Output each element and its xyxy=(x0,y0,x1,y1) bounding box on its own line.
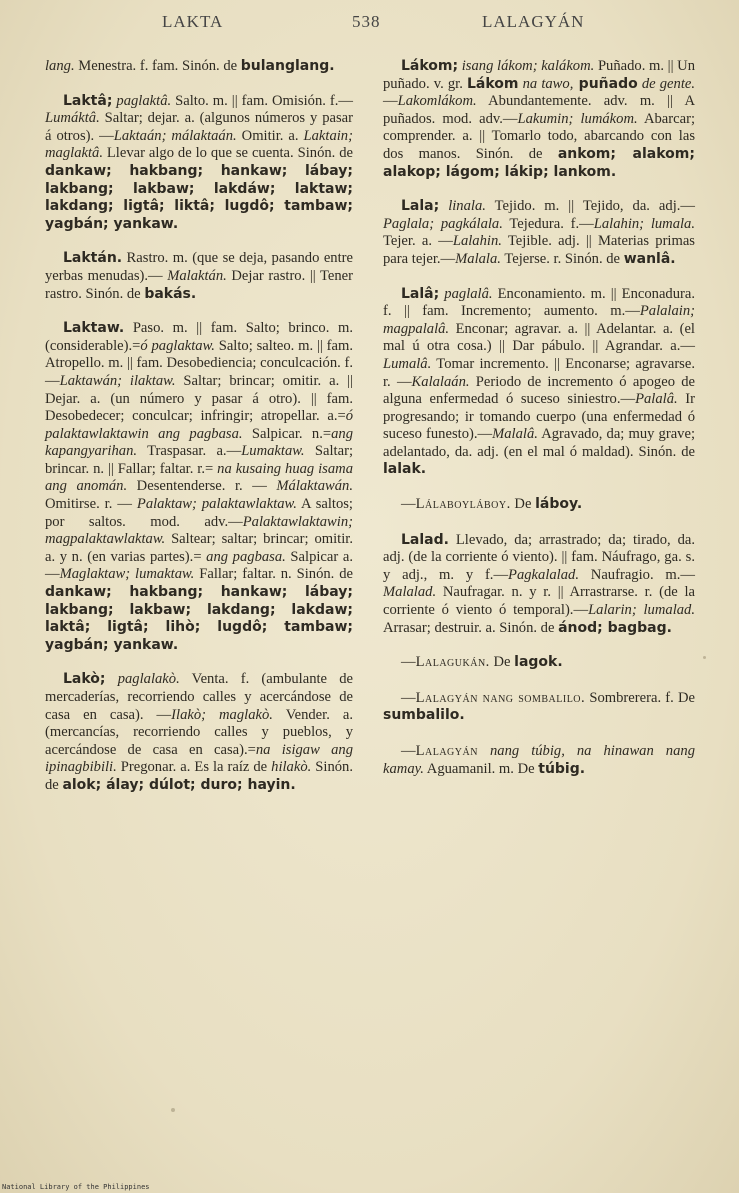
definition-text: A saltos; por saltos. mod. adv.— xyxy=(45,496,353,530)
italic-text: na kusaing huag isama ang anomán. xyxy=(45,460,353,495)
sub-headword: Lálaboyláboy. xyxy=(415,496,511,513)
xref-lalagyan-tubig xyxy=(383,743,695,778)
italic-text: Lakomlákom. xyxy=(397,93,477,110)
definition-text: Naufragio. m.— xyxy=(578,566,695,583)
xref-lalaboylaboy xyxy=(383,496,695,514)
synonym-list: bulanglang. xyxy=(240,58,335,74)
right-column xyxy=(383,58,695,796)
headword: Laktán. xyxy=(63,250,123,267)
entry-lala-acute xyxy=(383,286,695,480)
definition-text: Menestra. f. fam. Sinón. de xyxy=(74,58,241,74)
definition-text: Tejible. adj. || Materias primas para tejer.— xyxy=(383,233,695,267)
headword: Laktaw. xyxy=(63,320,125,337)
definition-text: Saltear; saltar; brincar; omitir. a. y n. (en varias partes).= xyxy=(45,531,353,565)
synonym-list: ankom; alakom; alakop; lágom; lákip; lankom. xyxy=(383,145,695,180)
definition-text: Saltar; dejar. a. (algunos números y pasar á otros). — xyxy=(45,110,353,144)
bold-example: Lákom xyxy=(466,75,519,92)
italic-text: Malala. xyxy=(455,250,501,267)
italic-text: Lalahin. xyxy=(452,233,502,250)
definition-text: Desentenderse. r. — xyxy=(127,478,277,495)
sub-headword: Lalagukán. xyxy=(415,654,490,671)
dash: — xyxy=(401,689,416,706)
cross-reference: lagok. xyxy=(514,654,563,671)
definition-text: Traspasar. a.— xyxy=(137,443,242,460)
definition-text: Enconar; agravar. a. || Adelantar. a. (el mal ú otra cosa.) || Dar pábulo. || Agrandar. a.— xyxy=(383,320,695,355)
dash: — xyxy=(401,654,416,671)
definition-text: Enconamiento. m. || Enconadura. f. || fam. Incremento; aumento. m.— xyxy=(383,285,696,320)
italic-text: lang. xyxy=(45,58,75,74)
definition-text: Omitir. a. xyxy=(236,127,304,144)
definition-text: — xyxy=(383,93,398,110)
italic-text: Malalad. xyxy=(383,584,437,601)
italic-text: Malalâ. xyxy=(492,426,538,443)
italic-text: linala. xyxy=(439,198,486,215)
italic-text: Malaktán. xyxy=(167,267,227,284)
xref-lalagyan-sombalilo xyxy=(383,690,695,725)
italic-text: Lumalâ. xyxy=(383,355,432,372)
definition-text: Dejar rastro. || Tener rastro. Sinón. de xyxy=(45,267,353,302)
italic-text: Maglaktaw; lumaktaw. xyxy=(59,566,195,583)
definition-text: Naufragar. n. y r. || Arrastrarse. r. (de la corriente ó viento ó temporal).— xyxy=(383,584,695,619)
italic-text: ó paglaktaw. xyxy=(140,337,215,354)
definition-text: Pregonar. a. Es la raíz de xyxy=(116,759,272,776)
italic-text: Ilakò; maglakò. xyxy=(171,706,273,723)
definition-text: Agravado, da; muy grave; adelantado, da. adj. (en el mal ó maldad). Sinón. de xyxy=(383,426,695,460)
italic-text: ang kapangyarihan. xyxy=(45,425,353,460)
italic-text: paglaktâ. xyxy=(112,92,172,109)
definition-text: Abundantemente. adv. m. || A puñados. mod. adv.— xyxy=(383,93,695,127)
definition-text: Tejer. a. — xyxy=(383,233,453,250)
definition-text: Llevado, da; arrastrado; da; tirado, da. adj. (de la corriente ó viento). || fam. Náufrago, ga. s. y adj., m. y f.— xyxy=(383,531,695,583)
italic-text: Lumáktâ. xyxy=(45,110,100,127)
italic-text: Palalain; magpalalâ. xyxy=(383,303,695,337)
library-watermark: National Library of the Philippines xyxy=(2,1183,150,1191)
definition-text: De xyxy=(510,496,536,513)
italic-text: Pagkalalad. xyxy=(508,566,579,583)
italic-text: paglalâ. xyxy=(439,285,493,302)
headword: Lalâ; xyxy=(401,285,440,302)
headword: Laktâ; xyxy=(63,92,113,109)
italic-text: Lalarin; lumalad. xyxy=(588,602,695,619)
italic-text: Paglala; pagkálala. xyxy=(383,215,503,232)
italic-text: paglalakò. xyxy=(105,671,180,688)
definition-text: Sinón. de xyxy=(45,759,354,793)
paper-speck xyxy=(703,656,706,659)
entry-lakom xyxy=(383,58,695,181)
running-header-left: LAKTA xyxy=(162,12,224,31)
italic-text: Laktain; maglaktâ. xyxy=(45,127,353,162)
italic-text: nang túbig, na hinawan nang kamay. xyxy=(383,743,695,777)
definition-text: Saltar; brincar; omitir. a. || Dejar. a. (un número y pasar á otro). || fam. Desobedecer; conculcar; infringir; atropellar. a.= xyxy=(45,372,353,425)
dash: — xyxy=(401,743,416,759)
definition-text: Periodo de incremento ó apogeo de alguna enfermedad ó suceso siniestro.— xyxy=(383,373,696,408)
italic-text: de gente. xyxy=(637,75,695,92)
definition-text: Salto; salteo. m. || fam. Atropello. m. || fam. Desobediencia; conculcación. f.— xyxy=(45,337,353,389)
definition-text: Omitirse. r. — xyxy=(45,496,137,513)
italic-text: Laktawán; ilaktaw. xyxy=(59,372,176,389)
headword: Lala; xyxy=(401,198,440,215)
italic-text: Laktaán; málaktaán. xyxy=(113,127,237,144)
running-header-right: LALAGYÁN xyxy=(482,12,585,31)
definition-text: De xyxy=(489,654,515,671)
italic-text: Palalâ. xyxy=(635,391,678,408)
italic-text: ang pagbasa. xyxy=(206,548,286,565)
italic-text: na isigaw ang ipinagbibili. xyxy=(45,741,353,776)
italic-text: Málaktawán. xyxy=(276,478,353,495)
entry-laktan xyxy=(45,250,353,303)
synonym-list: bakás. xyxy=(144,285,197,302)
cross-reference: sumbalilo. xyxy=(383,707,465,724)
italic-text: Palaktawlaktawin; magpalaktawlaktaw. xyxy=(45,513,353,548)
sub-headword: Lalagyán nang sombalilo. xyxy=(415,689,586,706)
italic-text: Lumaktaw. xyxy=(241,443,305,460)
headword: Lakò; xyxy=(63,671,106,688)
definition-text: Aguamanil. m. De xyxy=(423,760,539,777)
definition-text: Tejerse. r. Sinón. de xyxy=(500,250,624,267)
sub-headword: Lalagyán xyxy=(415,743,478,759)
page-number: 538 xyxy=(352,12,381,31)
definition-text: Abarcar; comprender. a. || Tomarlo todo, abarcando con las dos manos. Sinón. de xyxy=(383,110,695,162)
xref-lalagukan xyxy=(383,654,695,672)
definition-text: Rastro. m. (que se deja, pasando entre yerbas menudas).— xyxy=(45,250,353,284)
entry-lalad xyxy=(383,532,695,638)
definition-text: Venta. f. (ambulante de mercaderías, recorriendo calles y acercándose de casa en casa). — xyxy=(45,671,353,723)
definition-text: Paso. m. || fam. Salto; brinco. m. (considerable).= xyxy=(45,320,353,354)
definition-text: Vender. a. (mercancías, recorriendo calles y pueblos, y acercándose de casa en casa).= xyxy=(45,706,354,758)
italic-text: Lalahin; lumala. xyxy=(593,215,696,232)
paper-speck xyxy=(171,1108,175,1112)
definition-text: Salto. m. || fam. Omisión. f.— xyxy=(171,92,353,109)
cross-reference: túbig. xyxy=(538,760,586,777)
entry-lala xyxy=(383,198,695,268)
italic-text: na tawo, xyxy=(518,75,574,92)
headword: Lákom; xyxy=(401,58,459,74)
synonym-list: wanlâ. xyxy=(623,250,676,267)
definition-text: Tejedura. f.— xyxy=(502,215,594,232)
italic-text: Palaktaw; palaktawlaktaw. xyxy=(136,496,297,513)
entry-bulanglang-continuation xyxy=(45,58,353,76)
synonym-list: ánod; bagbag. xyxy=(558,619,672,636)
synonym-list: dankaw; hakbang; hankaw; lábay; lakbang; lakbaw; lakdang; lakdaw; laktâ; ligtâ; lihò; lugdô; tambaw; yagbán; yankaw. xyxy=(45,584,353,653)
definition-text: Llevar algo de lo que se cuenta. Sinón. de xyxy=(102,145,353,162)
italic-text: Kalalaán. xyxy=(411,373,470,390)
definition-text: Sombrerera. f. De xyxy=(585,689,695,706)
definition-text: Puñado. m. || Un puñado. v. gr. xyxy=(383,58,695,92)
definition-text: Salpicar. n.= xyxy=(242,425,332,442)
bold-example: puñado xyxy=(573,75,638,92)
italic-text: Lakumin; lumákom. xyxy=(517,110,638,127)
synonym-list: lalak. xyxy=(383,461,427,478)
definition-text: Salpicar a.— xyxy=(45,548,353,583)
synonym-list: dankaw; hakbang; hankaw; lábay; lakbang; lakbaw; lakdáw; laktaw; lakdang; ligtâ; liktâ; lugdô; tambaw; yagbán; yankaw. xyxy=(45,162,353,232)
definition-text: Tomar incremento. || Enconarse; agravarse. r. — xyxy=(383,355,695,390)
definition-text: Fallar; faltar. n. Sinón. de xyxy=(194,566,353,583)
cross-reference: láboy. xyxy=(535,496,583,513)
headword: Lalad. xyxy=(401,531,449,548)
definition-text: Ir progresando; ir tomando cuerpo (una enfermedad ó suceso funesto).— xyxy=(383,391,695,443)
italic-text: hilakò. xyxy=(271,759,312,776)
definition-text: Tejido. m. || Tejido, da. adj.— xyxy=(485,198,695,215)
synonym-list: alok; álay; dúlot; duro; hayin. xyxy=(62,776,296,793)
entry-laktaw xyxy=(45,320,353,654)
dash: — xyxy=(401,496,416,513)
italic-text: isang lákom; kalákom. xyxy=(458,58,595,74)
left-column xyxy=(45,58,353,812)
italic-text: ó palaktawlaktawin ang pagbasa. xyxy=(45,408,353,442)
entry-lakta xyxy=(45,93,353,234)
definition-text: Arrasar; destruir. a. Sinón. de xyxy=(383,619,559,636)
definition-text: Saltar; brincar. n. || Fallar; faltar. r.= xyxy=(45,443,353,477)
entry-lako xyxy=(45,671,353,794)
